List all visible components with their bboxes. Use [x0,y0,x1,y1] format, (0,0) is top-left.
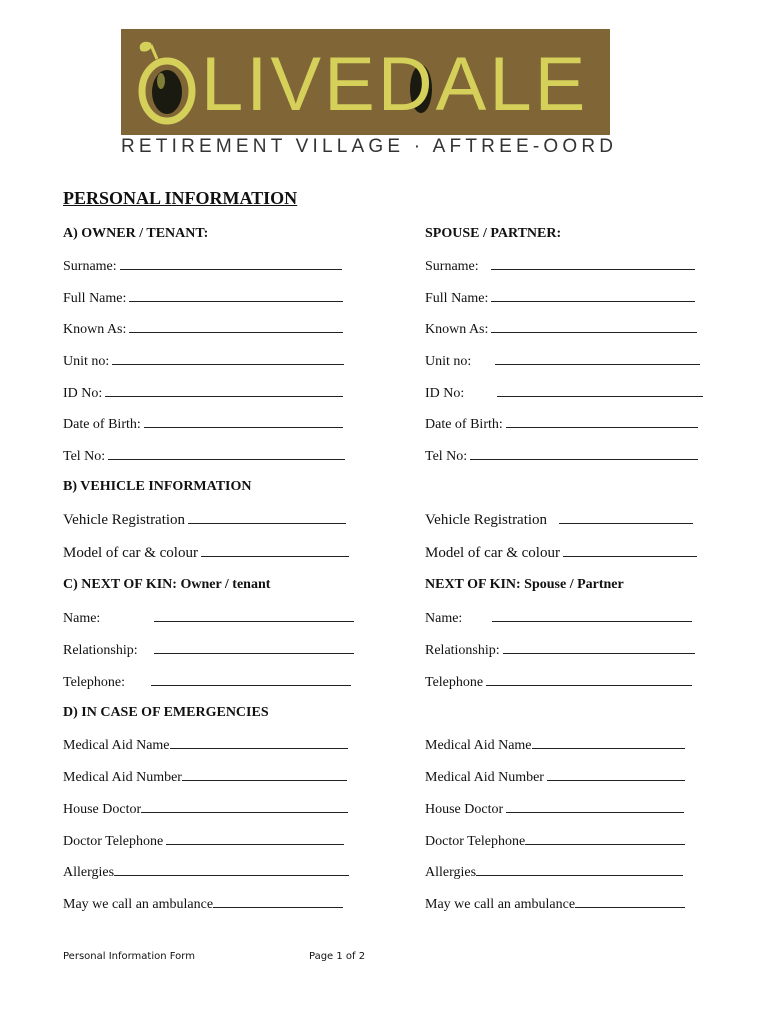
owner-medical-aid-number-line[interactable] [182,768,347,781]
owner-tenant-heading: A) OWNER / TENANT: [63,226,209,241]
owner-ambulance-line[interactable] [213,895,343,908]
next-of-kin-owner-heading: C) NEXT OF KIN: Owner / tenant [63,577,271,592]
owner-house-doctor-label: House Doctor [63,802,142,817]
owner-doctor-telephone-field[interactable] [63,832,344,850]
owner-dob-field[interactable] [63,415,343,433]
owner-unit-line[interactable] [112,352,344,365]
owner-medical-aid-number-field[interactable] [63,768,347,786]
owner-unit-label: Unit no: [63,354,110,369]
owner-car-model-line[interactable] [201,544,349,557]
owner-fullname-line[interactable] [129,289,343,302]
owner-id-label: ID No: [63,386,103,401]
owner-kin-relationship-label: Relationship: [63,643,138,658]
spouse-house-doctor-line[interactable] [506,800,684,813]
owner-id-line[interactable] [105,384,343,397]
spouse-vehicle-reg-label: Vehicle Registration [425,512,548,528]
owner-kin-relationship-line[interactable] [154,641,354,654]
owner-vehicle-reg-field[interactable] [63,511,346,528]
owner-car-model-field[interactable] [63,544,349,561]
owner-knownas-field[interactable] [63,320,343,338]
spouse-ambulance-line[interactable] [575,895,685,908]
spouse-unit-field[interactable] [425,352,700,370]
spouse-tel-label: Tel No: [425,449,468,464]
owner-kin-name-field[interactable] [63,609,354,627]
spouse-id-line[interactable] [497,384,703,397]
owner-tel-field[interactable] [63,447,345,465]
page-title: PERSONAL INFORMATION [63,188,298,208]
owner-kin-telephone-line[interactable] [151,673,351,686]
spouse-tel-line[interactable] [470,447,698,460]
spouse-allergies-label: Allergies [425,865,477,880]
spouse-kin-relationship-label: Relationship: [425,643,500,658]
owner-unit-field[interactable] [63,352,344,370]
owner-tel-line[interactable] [108,447,345,460]
olivedale-logo [121,29,610,135]
owner-surname-line[interactable] [120,257,342,270]
spouse-car-model-label: Model of car & colour [425,545,560,561]
spouse-kin-name-label: Name: [425,611,463,626]
spouse-knownas-label: Known As: [425,322,489,337]
spouse-medical-aid-number-label: Medical Aid Number [425,770,544,785]
spouse-allergies-line[interactable] [476,863,683,876]
spouse-car-model-line[interactable] [563,544,697,557]
spouse-medical-aid-number-field[interactable] [425,768,685,786]
owner-dob-line[interactable] [144,415,343,428]
spouse-unit-line[interactable] [495,352,700,365]
owner-kin-telephone-label: Telephone: [63,675,125,690]
owner-id-field[interactable] [63,384,343,402]
owner-medical-aid-name-label: Medical Aid Name [63,738,170,753]
spouse-doctor-telephone-label: Doctor Telephone [425,834,526,849]
spouse-knownas-field[interactable] [425,320,697,338]
spouse-kin-name-field[interactable] [425,609,692,627]
owner-surname-field[interactable] [63,257,342,275]
owner-fullname-field[interactable] [63,289,343,307]
owner-knownas-line[interactable] [129,320,343,333]
spouse-ambulance-field[interactable] [425,895,685,913]
spouse-id-field[interactable] [425,384,703,402]
spouse-unit-label: Unit no: [425,354,472,369]
owner-car-model-label: Model of car & colour [63,545,198,561]
spouse-doctor-telephone-line[interactable] [525,832,685,845]
owner-house-doctor-line[interactable] [141,800,348,813]
owner-vehicle-reg-label: Vehicle Registration [63,512,186,528]
spouse-fullname-label: Full Name: [425,291,489,306]
footer-page-number: Page 1 of 2 [309,951,366,962]
spouse-dob-label: Date of Birth: [425,417,503,432]
owner-fullname-label: Full Name: [63,291,127,306]
emergencies-heading: D) IN CASE OF EMERGENCIES [63,705,269,720]
spouse-medical-aid-number-line[interactable] [547,768,685,781]
owner-doctor-telephone-line[interactable] [166,832,344,845]
spouse-knownas-line[interactable] [491,320,697,333]
spouse-kin-name-line[interactable] [492,609,692,622]
spouse-house-doctor-field[interactable] [425,800,684,818]
logo-tagline: RETIREMENT VILLAGE · AFTREE-OORD [121,136,618,157]
spouse-house-doctor-label: House Doctor [425,802,504,817]
owner-surname-label: Surname: [63,259,117,274]
spouse-doctor-telephone-field[interactable] [425,832,685,850]
owner-ambulance-label: May we call an ambulance [63,897,214,912]
owner-kin-name-label: Name: [63,611,101,626]
owner-dob-label: Date of Birth: [63,417,141,432]
spouse-fullname-field[interactable] [425,289,695,307]
spouse-kin-telephone-line[interactable] [486,673,692,686]
spouse-surname-field[interactable] [425,257,695,275]
spouse-tel-field[interactable] [425,447,698,465]
owner-house-doctor-field[interactable] [63,800,348,818]
spouse-surname-line[interactable] [491,257,695,270]
owner-allergies-label: Allergies [63,865,115,880]
logo-wordmark: LIVEDALE [201,42,589,127]
spouse-partner-heading: SPOUSE / PARTNER: [425,226,562,241]
owner-medical-aid-name-field[interactable] [63,736,348,754]
spouse-kin-telephone-label: Telephone [425,675,484,690]
owner-doctor-telephone-label: Doctor Telephone [63,834,164,849]
owner-kin-name-line[interactable] [154,609,354,622]
spouse-fullname-line[interactable] [491,289,695,302]
owner-vehicle-reg-line[interactable] [188,511,346,524]
owner-knownas-label: Known As: [63,322,127,337]
next-of-kin-spouse-heading: NEXT OF KIN: Spouse / Partner [425,577,624,592]
spouse-kin-telephone-field[interactable] [425,673,692,691]
spouse-medical-aid-name-field[interactable] [425,736,685,754]
owner-ambulance-field[interactable] [63,895,343,913]
spouse-dob-line[interactable] [506,415,698,428]
owner-tel-label: Tel No: [63,449,106,464]
owner-medical-aid-number-label: Medical Aid Number [63,770,182,785]
spouse-vehicle-reg-field[interactable] [425,511,693,528]
vehicle-info-heading: B) VEHICLE INFORMATION [63,479,252,494]
owner-allergies-line[interactable] [114,863,349,876]
owner-kin-relationship-field[interactable] [63,641,354,659]
spouse-id-label: ID No: [425,386,465,401]
owner-allergies-field[interactable] [63,863,349,881]
spouse-vehicle-reg-line[interactable] [559,511,693,524]
footer-form-name: Personal Information Form [63,951,195,962]
spouse-medical-aid-name-line[interactable] [532,736,685,749]
spouse-kin-relationship-line[interactable] [503,641,695,654]
spouse-allergies-field[interactable] [425,863,683,881]
spouse-car-model-field[interactable] [425,544,697,561]
spouse-ambulance-label: May we call an ambulance [425,897,576,912]
spouse-kin-relationship-field[interactable] [425,641,695,659]
spouse-surname-label: Surname: [425,259,479,274]
spouse-dob-field[interactable] [425,415,698,433]
spouse-medical-aid-name-label: Medical Aid Name [425,738,532,753]
owner-kin-telephone-field[interactable] [63,673,351,691]
owner-medical-aid-name-line[interactable] [170,736,348,749]
